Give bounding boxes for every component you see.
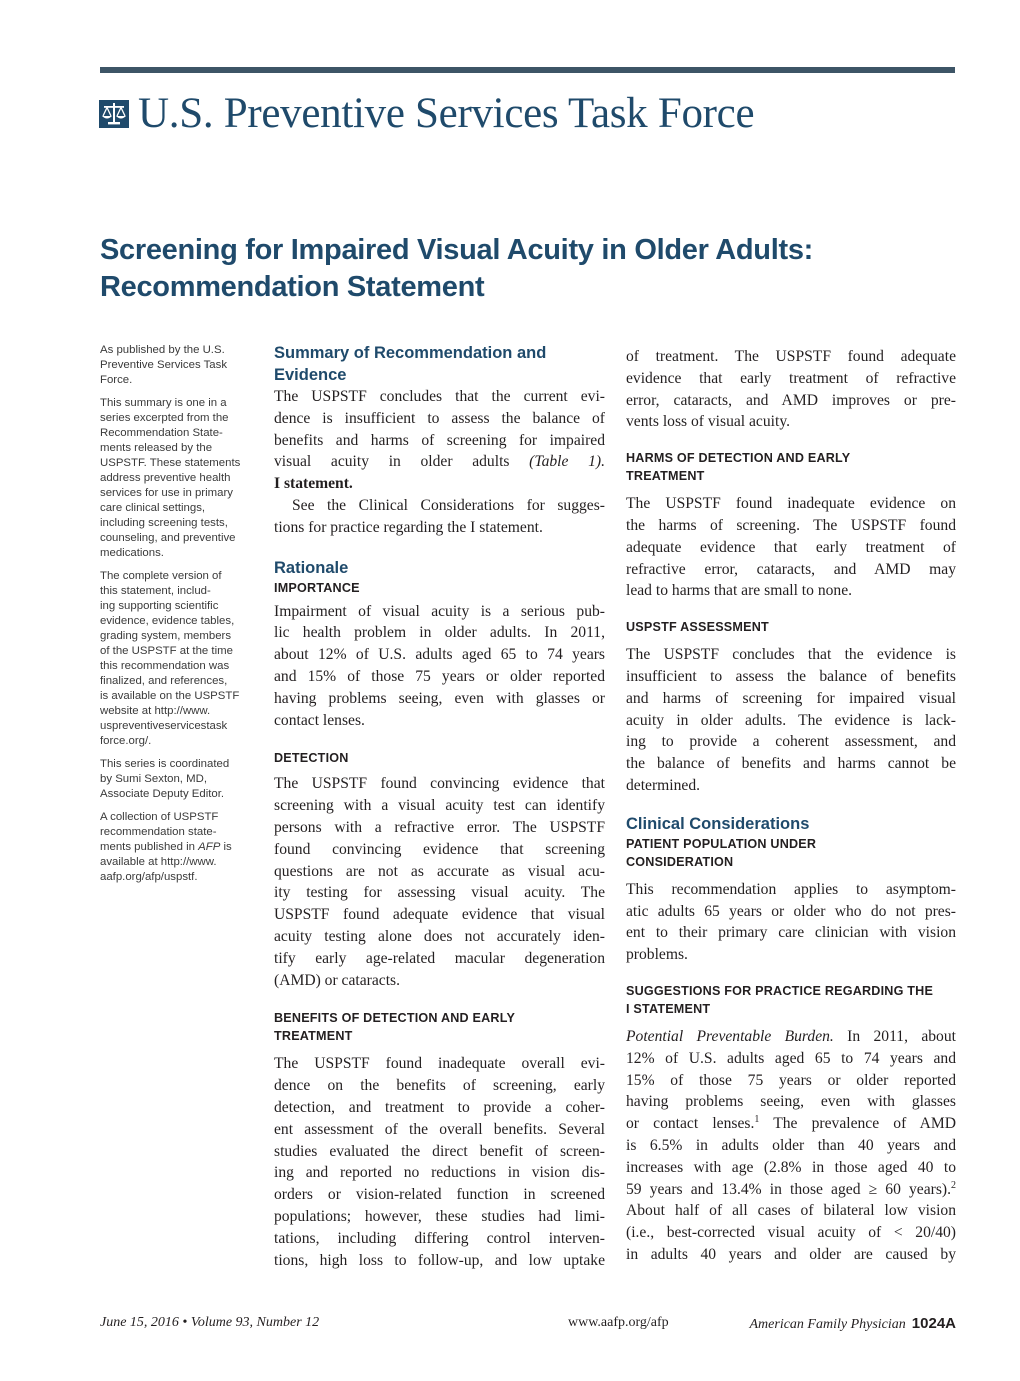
title-line-2: Recommendation Statement xyxy=(100,271,485,303)
journal-name: American Family Physician xyxy=(749,1317,906,1332)
column-1 xyxy=(274,342,605,1271)
importance-paragraph: Impairment of visual acuity is a serious pub- lic health problem in older adults. In 2011, about 12% of U.S. adults aged 65 to 74 years and 15% of those 75 years or older reported having problems seeing, even with glasses or contact lenses. xyxy=(274,602,605,729)
population-heading: PATIENT POPULATION UNDER CONSIDERATION xyxy=(626,836,817,869)
scales-of-justice-icon xyxy=(98,98,130,130)
header-rule xyxy=(100,67,955,73)
journal-url[interactable]: www.aafp.org/afp xyxy=(568,1315,669,1330)
org-title: U.S. Preventive Services Task Force xyxy=(138,90,755,137)
document-title xyxy=(100,232,960,306)
summary-paragraph-2: See the Clinical Considerations for sugges- tions for practice regarding the I statement. xyxy=(274,496,605,536)
sidebar-collection-note: A collection of USPSTF recommendation state- ments published in AFP is available at http://www. aafp.org/afp/uspstf. xyxy=(100,811,232,883)
harms-paragraph: The USPSTF found inadequate evidence on the harms of screening. The USPSTF found adequate evidence that early treatment of refractive error, cataracts, and AMD may lead to harms that are small to none. xyxy=(626,495,956,600)
sidebar-complete-version-note: The complete version of this statement, includ- ing supporting scientific evidence, evidence tables, grading system, members of the USPSTF at the time this recommendation was finalized, and references, is available on the USPSTF website at http://www. uspreventiveservicestask force.org/. xyxy=(100,570,240,747)
benefits-continued-paragraph: of treatment. The USPSTF found adequate evidence that early treatment of refractive error, cataracts, and AMD improves or pre- vents loss of visual acuity. xyxy=(626,348,956,431)
benefits-paragraph: The USPSTF found inadequate overall evi- dence on the benefits of screening, early detection, and treatment to provide a coher- ent assessment of the overall benefits. Several studies evaluated the direct benefit of screen- ing and reported no reductions in vision dis- orders or vision-related function in screened populations; however, these studies had limi- tations, including differing control interven- tions, high loss to follow-up, and low uptake xyxy=(274,1055,605,1269)
title-line-1: Screening for Impaired Visual Acuity in Older Adults: xyxy=(100,234,814,266)
detection-paragraph: The USPSTF found convincing evidence that screening with a visual acuity test can identify persons with a refractive error. The USPSTF found convincing evidence that screening questions are not as accurate as visual acu- ity testing for assessing visual acuity. The USPSTF found adequate evidence that visual acuity testing alone does not accurately iden- tify early age-related macular degeneration (AMD) or cataracts. xyxy=(274,775,605,989)
summary-paragraph: The USPSTF concludes that the current evi- dence is insufficient to assess the balance of benefits and harms of screening for impaired visual acuity in older adults (Table 1). I statement. xyxy=(274,388,605,493)
assessment-heading: USPSTF ASSESSMENT xyxy=(626,620,769,635)
column-2 xyxy=(626,346,956,1266)
detection-heading: DETECTION xyxy=(274,751,349,766)
importance-heading: IMPORTANCE xyxy=(274,580,360,595)
sidebar-series-note: This summary is one in a series excerpted from the Recommendation State- ments released by the USPSTF. These statements address preventive health services for use in primary care clinical settings, including screening tests, counseling, and preventive medications. xyxy=(100,397,241,559)
rationale-heading: Rationale xyxy=(274,558,349,577)
harms-heading: HARMS OF DETECTION AND EARLY TREATMENT xyxy=(626,451,851,484)
issue-info: June 15, 2016 • Volume 93, Number 12 xyxy=(100,1315,320,1330)
summary-heading: Summary of Recommendation and Evidence xyxy=(274,344,547,384)
assessment-paragraph: The USPSTF concludes that the evidence is insufficient to assess the balance of benefits and harms of screening for impaired visual acuity in older adults. The evidence is lack- ing to provide a coherent assessment, and the balance of benefits and harms cannot be determined. xyxy=(626,646,956,794)
page-footer xyxy=(100,1315,956,1335)
masthead xyxy=(98,92,754,135)
burden-paragraph: Potential Preventable Burden. In 2011, about 12% of U.S. adults aged 65 to 74 years and 15% of those 75 years or older reported having problems seeing, even with glasses or contact lenses.$^1$ The prevalence of AMD is 6.5% in adults older than 40 years and increases with age (2.8% in those aged 40 to 59 years and 13.4% in those aged ≥ 60 years).$^2$ About half of all cases of bilateral low vision (i.e., best-corrected visual acuity of < 20/40) in adults 40 years and older are caused by xyxy=(626,1027,956,1263)
benefits-heading: BENEFITS OF DETECTION AND EARLY TREATMENT xyxy=(274,1011,516,1044)
suggestions-heading: SUGGESTIONS FOR PRACTICE REGARDING THE I STATEMENT xyxy=(626,983,934,1016)
sidebar-notes xyxy=(100,343,252,893)
clinical-considerations-heading: Clinical Considerations xyxy=(626,814,810,833)
population-paragraph: This recommendation applies to asymptom- atic adults 65 years or older who do not pres- ent to their primary care clinician with vision problems. xyxy=(626,880,956,964)
sidebar-published-note: As published by the U.S. Preventive Services Task Force. xyxy=(100,344,228,386)
page-number: 1024A xyxy=(911,1315,956,1332)
sidebar-editor-note: This series is coordinated by Sumi Sexton, MD, Associate Deputy Editor. xyxy=(100,758,230,800)
journal-page xyxy=(750,1315,957,1333)
